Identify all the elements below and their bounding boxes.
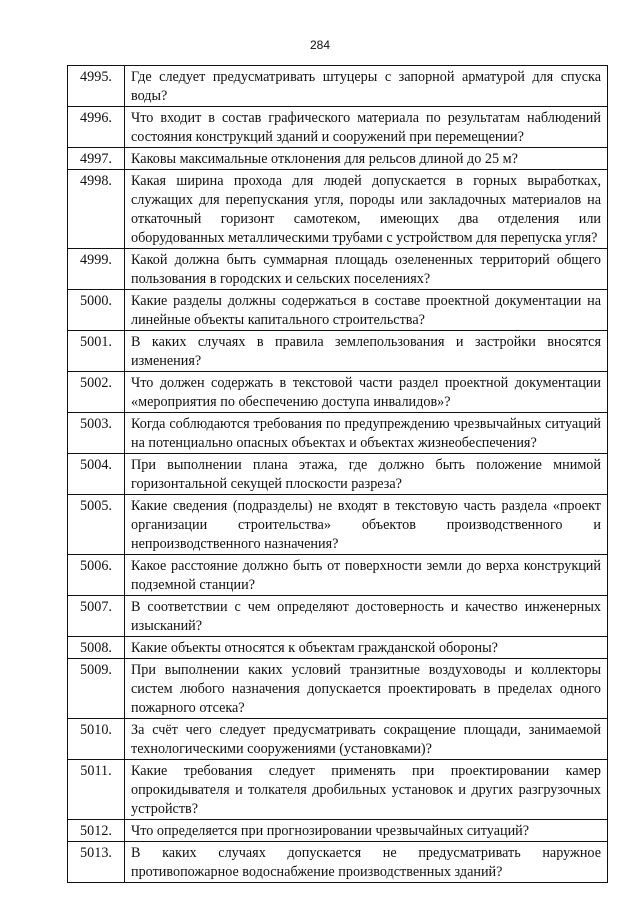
question-number: 5011. xyxy=(68,760,125,820)
question-text: При выполнении каких условий транзитные воздуховоды и коллекторы систем любого назначения допускается проектировать в пределах одного пожарного отсека? xyxy=(125,659,608,719)
question-number: 4997. xyxy=(68,148,125,170)
question-text: За счёт чего следует предусматривать сокращение площади, занимаемой технологическими сооружениями (установками)? xyxy=(125,719,608,760)
table-row xyxy=(68,372,608,413)
question-number: 5004. xyxy=(68,454,125,495)
table-row xyxy=(68,413,608,454)
question-text: Что должен содержать в текстовой части раздел проектной документации «мероприятия по обеспечению доступа инвалидов»? xyxy=(125,372,608,413)
question-number: 5005. xyxy=(68,495,125,555)
question-text: Какие разделы должны содержаться в составе проектной документации на линейные объекты капитального строительства? xyxy=(125,290,608,331)
question-number: 5013. xyxy=(68,842,125,883)
question-text: Какие требования следует применять при проектировании камер опрокидывателя и толкателя дробильных установок и других разгрузочных устройств? xyxy=(125,760,608,820)
question-text: Какие объекты относятся к объектам гражданской обороны? xyxy=(125,637,608,659)
table-row xyxy=(68,454,608,495)
question-text: При выполнении плана этажа, где должно быть положение мнимой горизонтальной секущей плоскости разреза? xyxy=(125,454,608,495)
question-text: Какая ширина прохода для людей допускается в горных выработках, служащих для перепускания угля, породы или закладочных материалов на откаточный горизонт самотеком, имеющих два отделения или оборудованных металлическими трубами с устройством для перепуска угля? xyxy=(125,170,608,249)
question-number: 5006. xyxy=(68,555,125,596)
question-text: В каких случаях допускается не предусматривать наружное противопожарное водоснабжение производственных зданий? xyxy=(125,842,608,883)
page-number: 284 xyxy=(309,38,331,52)
table-row xyxy=(68,596,608,637)
question-number: 5008. xyxy=(68,637,125,659)
table-row xyxy=(68,659,608,719)
question-number: 5001. xyxy=(68,331,125,372)
table-row xyxy=(68,719,608,760)
question-text: В каких случаях в правила землепользования и застройки вносятся изменения? xyxy=(125,331,608,372)
question-number: 4998. xyxy=(68,170,125,249)
question-text: Что входит в состав графического материала по результатам наблюдений состояния конструкций зданий и сооружений при перемещении? xyxy=(125,107,608,148)
question-number: 5007. xyxy=(68,596,125,637)
question-number: 5012. xyxy=(68,820,125,842)
question-number: 5003. xyxy=(68,413,125,454)
question-number: 5002. xyxy=(68,372,125,413)
question-number: 4995. xyxy=(68,66,125,107)
table-row xyxy=(68,495,608,555)
table-row xyxy=(68,331,608,372)
question-text: Какое расстояние должно быть от поверхности земли до верха конструкций подземной станции? xyxy=(125,555,608,596)
table-row xyxy=(68,249,608,290)
table-row xyxy=(68,170,608,249)
question-text: Какой должна быть суммарная площадь озелененных территорий общего пользования в городских и сельских поселениях? xyxy=(125,249,608,290)
question-text: В соответствии с чем определяют достоверность и качество инженерных изысканий? xyxy=(125,596,608,637)
question-text: Когда соблюдаются требования по предупреждению чрезвычайных ситуаций на потенциально опасных объектах и объектах жизнеобеспечения? xyxy=(125,413,608,454)
questions-table xyxy=(67,65,608,883)
question-text: Каковы максимальные отклонения для рельсов длиной до 25 м? xyxy=(125,148,608,170)
table-row xyxy=(68,760,608,820)
question-text: Где следует предусматривать штуцеры с запорной арматурой для спуска воды? xyxy=(125,66,608,107)
table-row xyxy=(68,637,608,659)
table-row xyxy=(68,66,608,107)
table-row xyxy=(68,148,608,170)
table-row xyxy=(68,107,608,148)
question-number: 4999. xyxy=(68,249,125,290)
question-number: 5000. xyxy=(68,290,125,331)
table-row xyxy=(68,290,608,331)
table-row xyxy=(68,555,608,596)
question-number: 5009. xyxy=(68,659,125,719)
question-text: Какие сведения (подразделы) не входят в текстовую часть раздела «проект организации строительства» объектов производственного и непроизводственного назначения? xyxy=(125,495,608,555)
question-number: 4996. xyxy=(68,107,125,148)
table-row xyxy=(68,842,608,883)
question-number: 5010. xyxy=(68,719,125,760)
table-row xyxy=(68,820,608,842)
question-text: Что определяется при прогнозировании чрезвычайных ситуаций? xyxy=(125,820,608,842)
